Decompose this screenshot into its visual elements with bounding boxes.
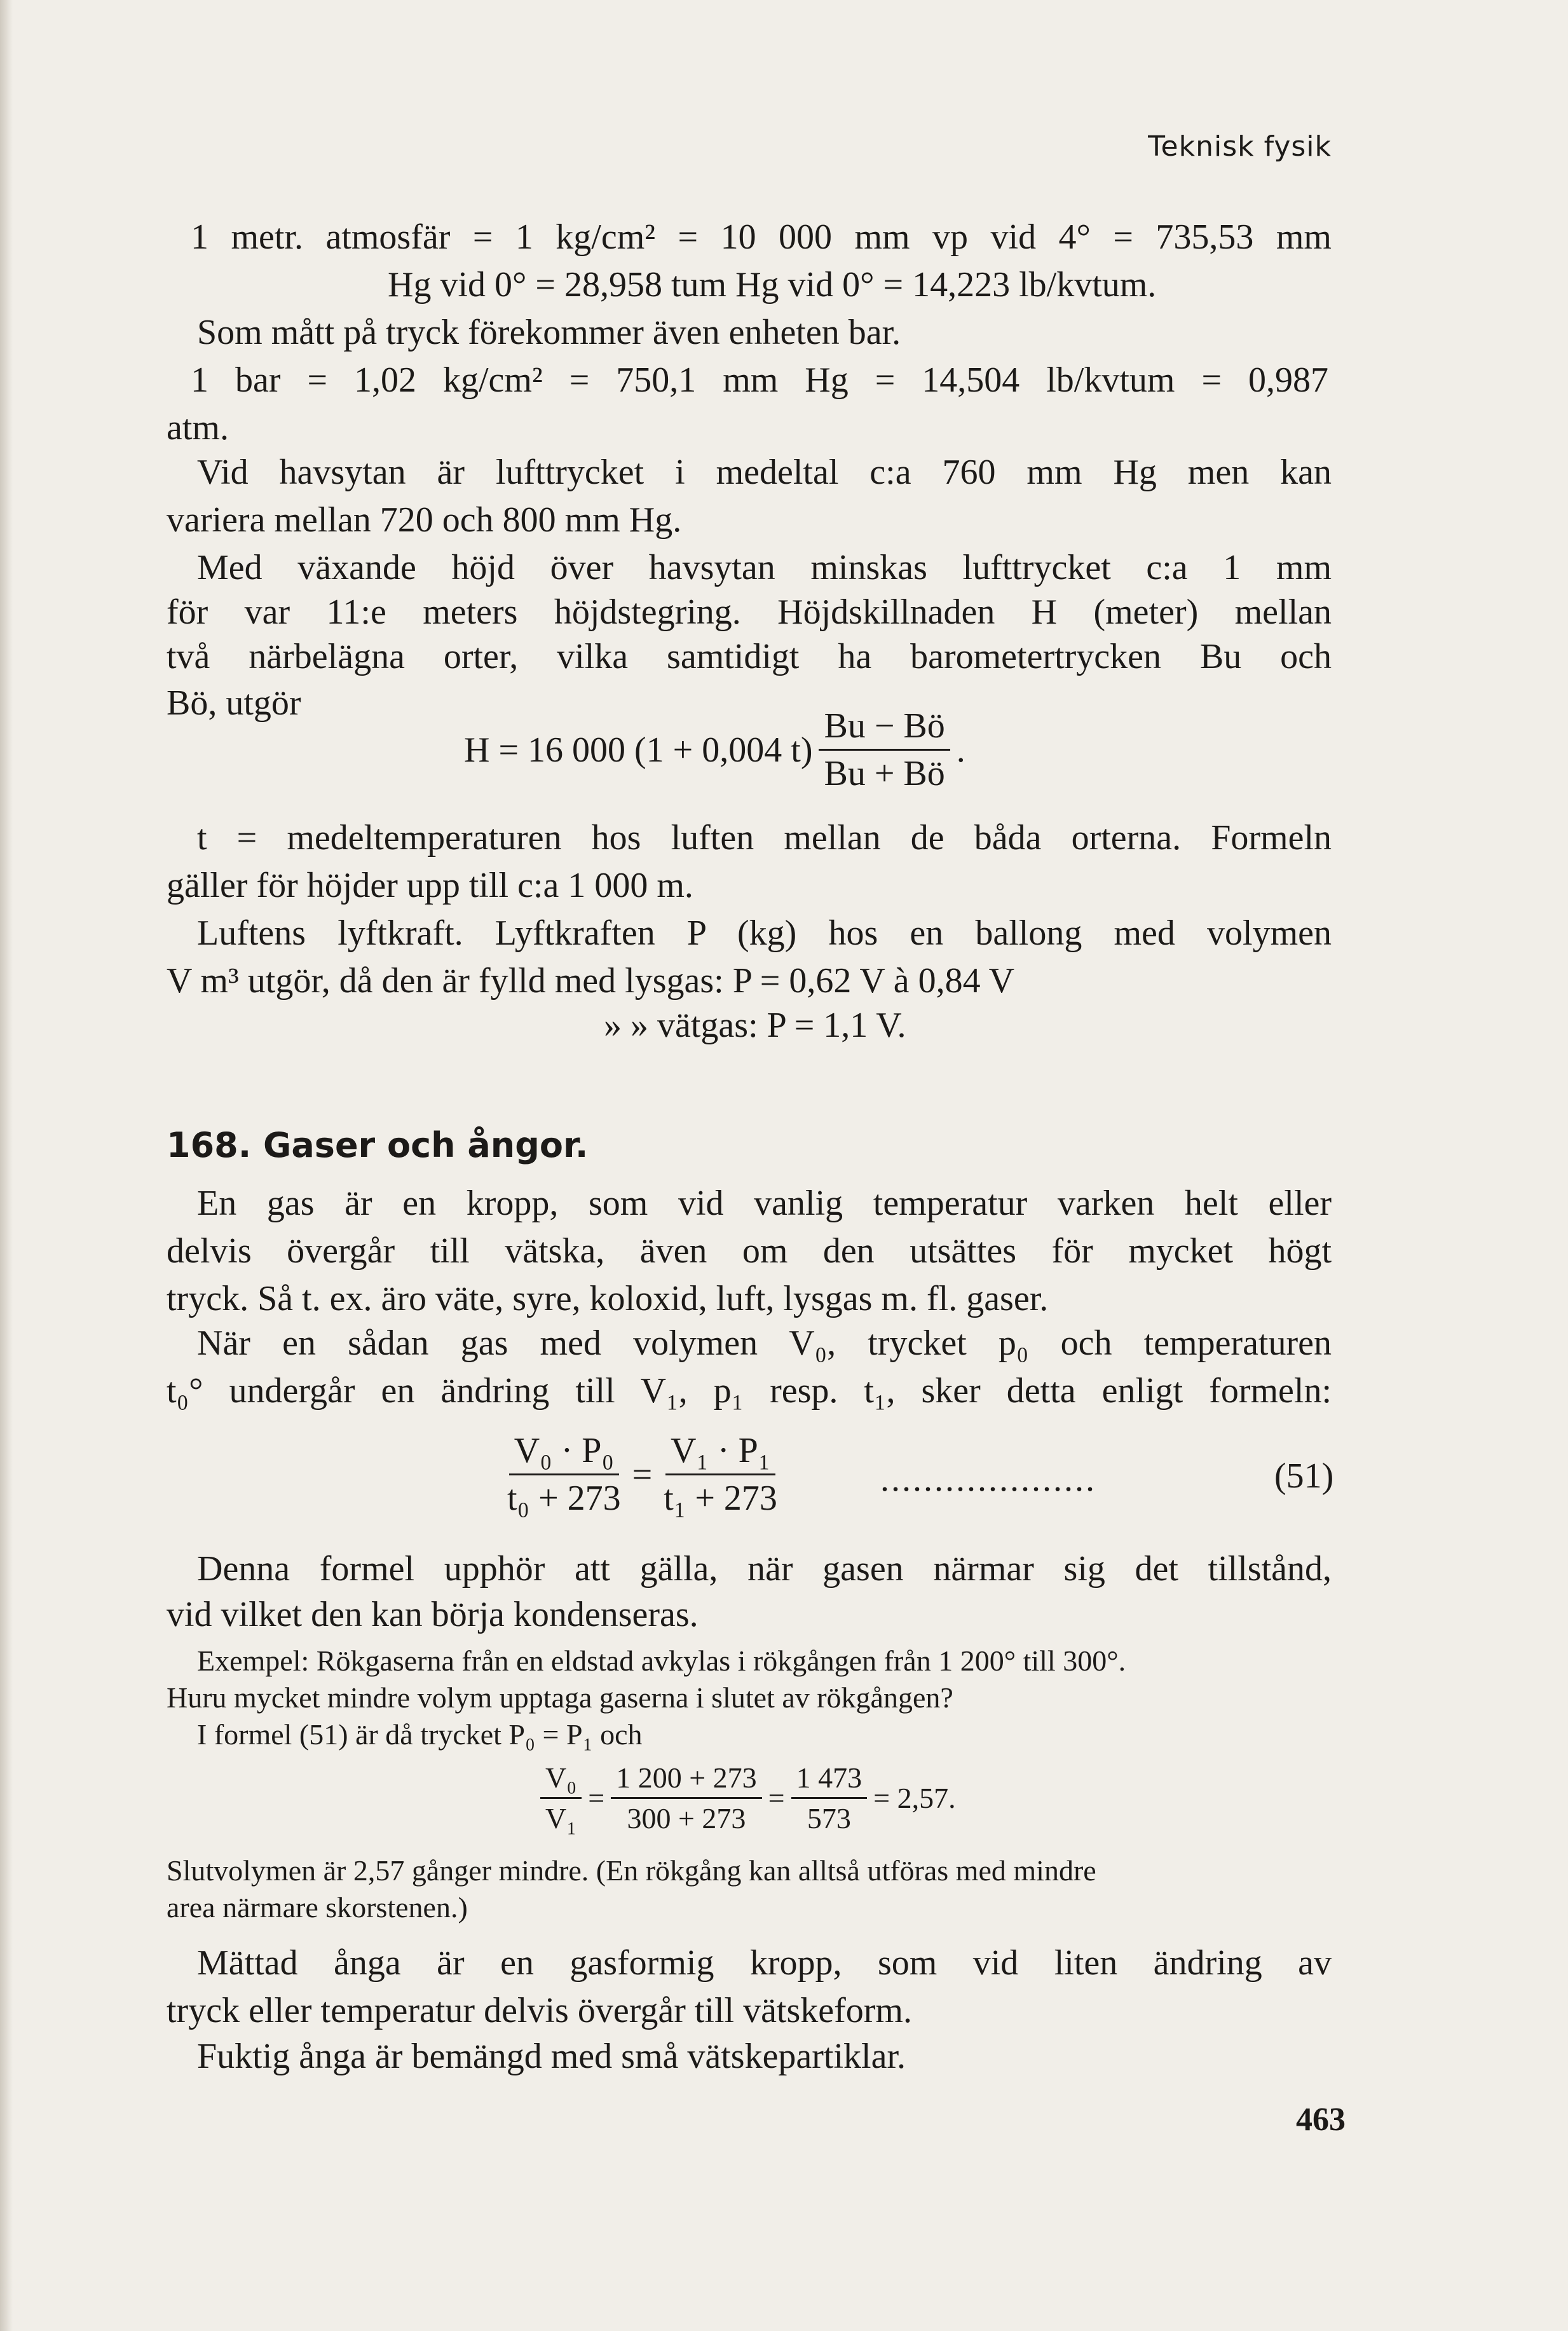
text-line: En gas är en kropp, som vid vanlig temperatur varken helt eller bbox=[197, 1184, 1332, 1223]
fraction bbox=[819, 706, 950, 794]
fraction bbox=[502, 1430, 626, 1519]
text-line: tryck. Så t. ex. äro väte, syre, koloxid, luft, lysgas m. fl. gaser. bbox=[167, 1279, 1049, 1318]
formula-51 bbox=[496, 1430, 789, 1519]
fraction bbox=[540, 1761, 582, 1835]
running-head: Teknisk fysik bbox=[1148, 130, 1332, 163]
equation-number: (51) bbox=[1274, 1456, 1334, 1496]
text-line: V m³ utgör, då den är fylld med lysgas: P = 0,62 V à 0,84 V bbox=[167, 961, 1015, 1001]
example-line: area närmare skorstenen.) bbox=[167, 1891, 468, 1924]
text-line: » » vätgas: P = 1,1 V. bbox=[604, 1006, 906, 1045]
text-line: När en sådan gas med volymen V₀, trycket p₀ och temperaturen bbox=[197, 1323, 1332, 1363]
text-line: Vid havsytan är lufttrycket i medeltal c:a 760 mm Hg men kan bbox=[197, 453, 1332, 492]
example-formula bbox=[534, 1761, 956, 1835]
text-line: 1 bar = 1,02 kg/cm² = 750,1 mm Hg = 14,504 lb/kvtum = 0,987 bbox=[191, 360, 1328, 400]
formula-end: . bbox=[956, 730, 965, 770]
text-line: Luftens lyftkraft. Lyftkraften P (kg) hos en ballong med volymen bbox=[197, 913, 1332, 953]
fraction-numerator: V₁ · P₁ bbox=[665, 1430, 775, 1475]
fraction-numerator: 1 200 + 273 bbox=[611, 1761, 761, 1799]
fraction-numerator: 1 473 bbox=[791, 1761, 868, 1799]
binding-shadow bbox=[0, 0, 13, 2331]
fraction-numerator: V₀ bbox=[540, 1761, 582, 1799]
text-line: Bö, utgör bbox=[167, 683, 301, 723]
page-number: 463 bbox=[1296, 2102, 1346, 2138]
text-line: delvis övergår till vätska, även om den utsättes för mycket högt bbox=[167, 1231, 1332, 1271]
equals-sign: = bbox=[768, 1782, 785, 1814]
fraction-denominator: 300 + 273 bbox=[627, 1802, 746, 1835]
text-line: Med växande höjd över havsytan minskas lufttrycket c:a 1 mm bbox=[197, 548, 1332, 587]
text-line: två närbelägna orter, vilka samtidigt ha barometertrycken Bu och bbox=[167, 637, 1332, 676]
fraction-denominator: V₁ bbox=[545, 1802, 577, 1835]
fraction-denominator: t₁ + 273 bbox=[664, 1479, 777, 1518]
text-line: Denna formel upphör att gälla, när gasen närmar sig det tillstånd, bbox=[197, 1549, 1332, 1589]
text-line: tryck eller temperatur delvis övergår till vätskeform. bbox=[167, 1991, 912, 2030]
text-line: vid vilket den kan börja kondenseras. bbox=[167, 1595, 699, 1634]
text-line: t = medeltemperaturen hos luften mellan de båda orterna. Formeln bbox=[197, 818, 1332, 858]
example-line: Huru mycket mindre volym upptaga gaserna i slutet av rökgången? bbox=[167, 1681, 953, 1714]
text-line: t₀° undergår en ändring till V₁, p₁ resp. t₁, sker detta enligt formeln: bbox=[167, 1371, 1332, 1411]
text-line: atm. bbox=[167, 408, 229, 448]
text-line: Som mått på tryck förekommer även enheten bar. bbox=[197, 313, 901, 352]
text-line: för var 11:e meters höjdstegring. Höjdskillnaden H (meter) mellan bbox=[167, 592, 1332, 632]
leader-dots: .................... bbox=[880, 1459, 1096, 1499]
fraction-numerator: V₀ · P₀ bbox=[509, 1430, 619, 1475]
formula-result: = 2,57. bbox=[873, 1782, 956, 1814]
fraction-denominator: Bu + Bö bbox=[824, 754, 945, 793]
text-line: variera mellan 720 och 800 mm Hg. bbox=[167, 500, 682, 540]
example-line: I formel (51) är då trycket P₀ = P₁ och bbox=[197, 1718, 643, 1751]
equals-sign: = bbox=[588, 1782, 605, 1814]
fraction-denominator: 573 bbox=[807, 1802, 851, 1835]
fraction-denominator: t₀ + 273 bbox=[507, 1479, 621, 1518]
text-line: gäller för höjder upp till c:a 1 000 m. bbox=[167, 866, 693, 905]
example-line: Slutvolymen är 2,57 gånger mindre. (En rökgång kan alltså utföras med mindre bbox=[167, 1854, 1096, 1887]
fraction bbox=[658, 1430, 782, 1519]
section-heading: 168. Gaser och ångor. bbox=[167, 1125, 589, 1165]
text-line: Mättad ånga är en gasformig kropp, som vid liten ändring av bbox=[197, 1943, 1332, 1983]
example-line: Exempel: Rökgaserna från en eldstad avkylas i rökgången från 1 200° till 300°. bbox=[197, 1644, 1126, 1677]
fraction-numerator: Bu − Bö bbox=[819, 706, 950, 751]
fraction bbox=[791, 1761, 868, 1835]
text-line: Hg vid 0° = 28,958 tum Hg vid 0° = 14,223 lb/kvtum. bbox=[388, 265, 1157, 304]
height-formula bbox=[464, 706, 965, 794]
text-line: Fuktig ånga är bemängd med små vätskepartiklar. bbox=[197, 2037, 906, 2076]
fraction bbox=[611, 1761, 761, 1835]
text-line: 1 metr. atmosfär = 1 kg/cm² = 10 000 mm vp vid 4° = 735,53 mm bbox=[191, 217, 1332, 257]
formula-lhs: H = 16 000 (1 + 0,004 t) bbox=[464, 730, 813, 770]
equals-sign: = bbox=[632, 1454, 653, 1494]
